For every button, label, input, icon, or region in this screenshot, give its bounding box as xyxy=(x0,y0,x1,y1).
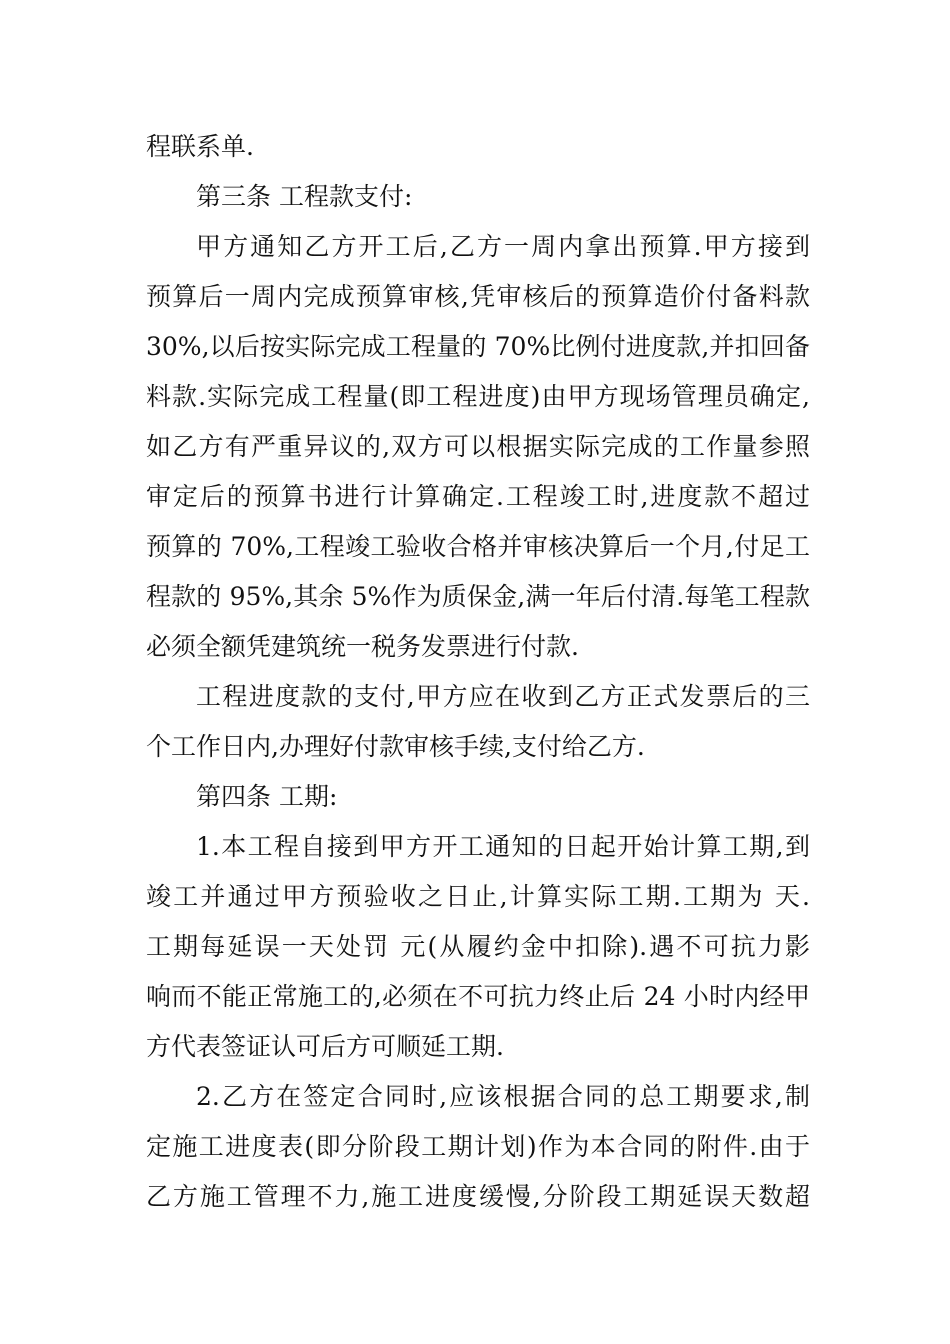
text-line: 定施工进度表(即分阶段工期计划)作为本合同的附件.由于 xyxy=(146,1132,810,1161)
text-line: 1.本工程自接到甲方开工通知的日起开始计算工期,到 xyxy=(196,832,810,861)
text-line: 竣工并通过甲方预验收之日止,计算实际工期.工期为 天. xyxy=(146,882,810,911)
text-line: 响而不能正常施工的,必须在不可抗力终止后 24 小时内经甲 xyxy=(146,982,810,1011)
section-heading: 第三条 工程款支付: xyxy=(196,182,413,211)
text-line: 方代表签证认可后方可顺延工期. xyxy=(146,1032,504,1061)
text-line: 程款的 95%,其余 5%作为质保金,满一年后付清.每笔工程款 xyxy=(146,582,810,611)
text-line: 甲方通知乙方开工后,乙方一周内拿出预算.甲方接到 xyxy=(196,232,810,261)
text-line: 工期每延误一天处罚 元(从履约金中扣除).遇不可抗力影 xyxy=(146,932,810,961)
text-line: 料款.实际完成工程量(即工程进度)由甲方现场管理员确定, xyxy=(146,382,810,411)
text-line: 预算的 70%,工程竣工验收合格并审核决算后一个月,付足工 xyxy=(146,532,810,561)
text-line: 如乙方有严重异议的,双方可以根据实际完成的工作量参照 xyxy=(146,432,810,461)
text-line: 30%,以后按实际完成工程量的 70%比例付进度款,并扣回备 xyxy=(146,332,810,361)
section-heading: 第四条 工期: xyxy=(196,782,338,811)
text-line: 审定后的预算书进行计算确定.工程竣工时,进度款不超过 xyxy=(146,482,810,511)
text-line: 预算后一周内完成预算审核,凭审核后的预算造价付备料款 xyxy=(146,282,810,311)
text-line: 2.乙方在签定合同时,应该根据合同的总工期要求,制 xyxy=(196,1082,810,1111)
text-line: 个工作日内,办理好付款审核手续,支付给乙方. xyxy=(146,732,645,761)
text-line: 乙方施工管理不力,施工进度缓慢,分阶段工期延误天数超 xyxy=(146,1182,810,1211)
text-line: 工程进度款的支付,甲方应在收到乙方正式发票后的三 xyxy=(196,682,810,711)
text-line: 程联系单. xyxy=(146,132,254,161)
text-line: 必须全额凭建筑统一税务发票进行付款. xyxy=(146,632,579,661)
